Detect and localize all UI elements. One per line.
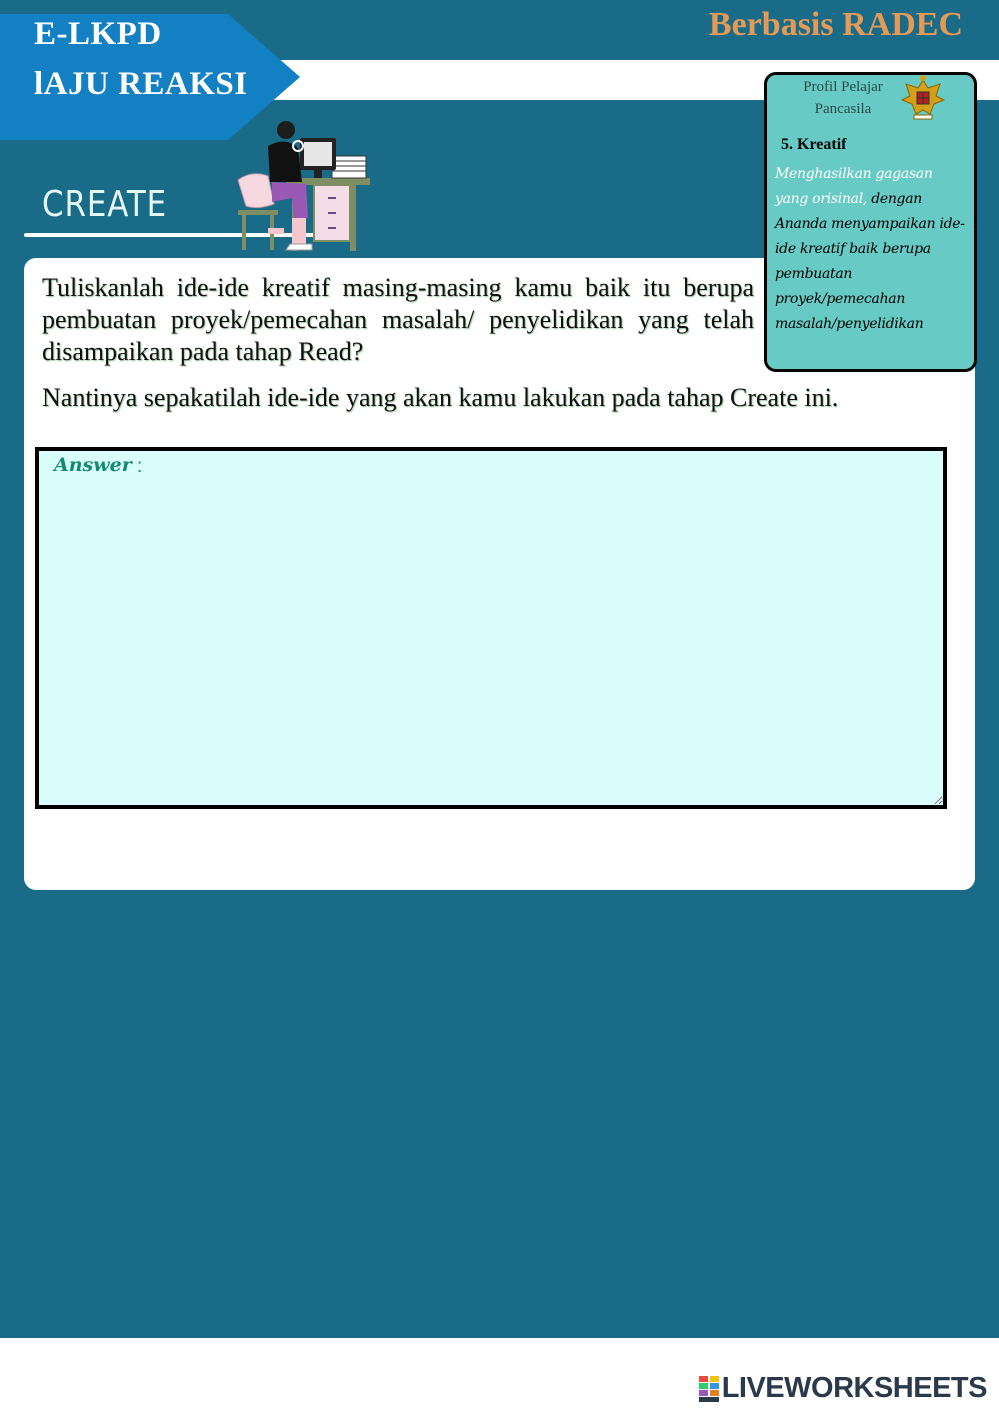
profile-description-highlight: Menghasilkan gagasan yang orisinal, — [775, 166, 933, 207]
liveworksheets-logo-icon — [699, 1376, 719, 1402]
answer-label: Answer — [54, 454, 132, 476]
answer-colon: : — [137, 456, 143, 477]
answer-input[interactable] — [35, 447, 947, 809]
liveworksheets-logo-text: LIVEWORKSHEETS — [721, 1372, 987, 1404]
question-2: Nantinya sepakatilah ide-ide yang akan kamu lakukan pada tahap Create ini. — [42, 383, 839, 412]
title-line-1: E-LKPD — [34, 16, 162, 52]
student-illustration — [228, 118, 373, 254]
brand-title: Berbasis RADEC — [708, 6, 963, 43]
question-1: Tuliskanlah ide-ide kreatif masing-masing kamu baik itu berupa pembuatan proyek/pemecahan masalah/ penyelidikan yang telah disampaikan pada tahap Read? — [42, 273, 754, 366]
profile-subtitle: 5. Kreatif — [781, 136, 847, 153]
profile-description-rest: dengan Ananda menyampaikan ide-ide kreatif baik berupa pembuatan proyek/pemecahan masalah/penyelidikan — [775, 191, 965, 332]
garuda-emblem-icon — [900, 74, 946, 122]
liveworksheets-logo[interactable] — [699, 1372, 987, 1405]
profile-description — [775, 162, 967, 337]
section-heading: CREATE — [42, 184, 168, 225]
title-line-2: lAJU REAKSI — [34, 66, 248, 102]
profile-title: Profil Pelajar Pancasila — [803, 79, 883, 117]
